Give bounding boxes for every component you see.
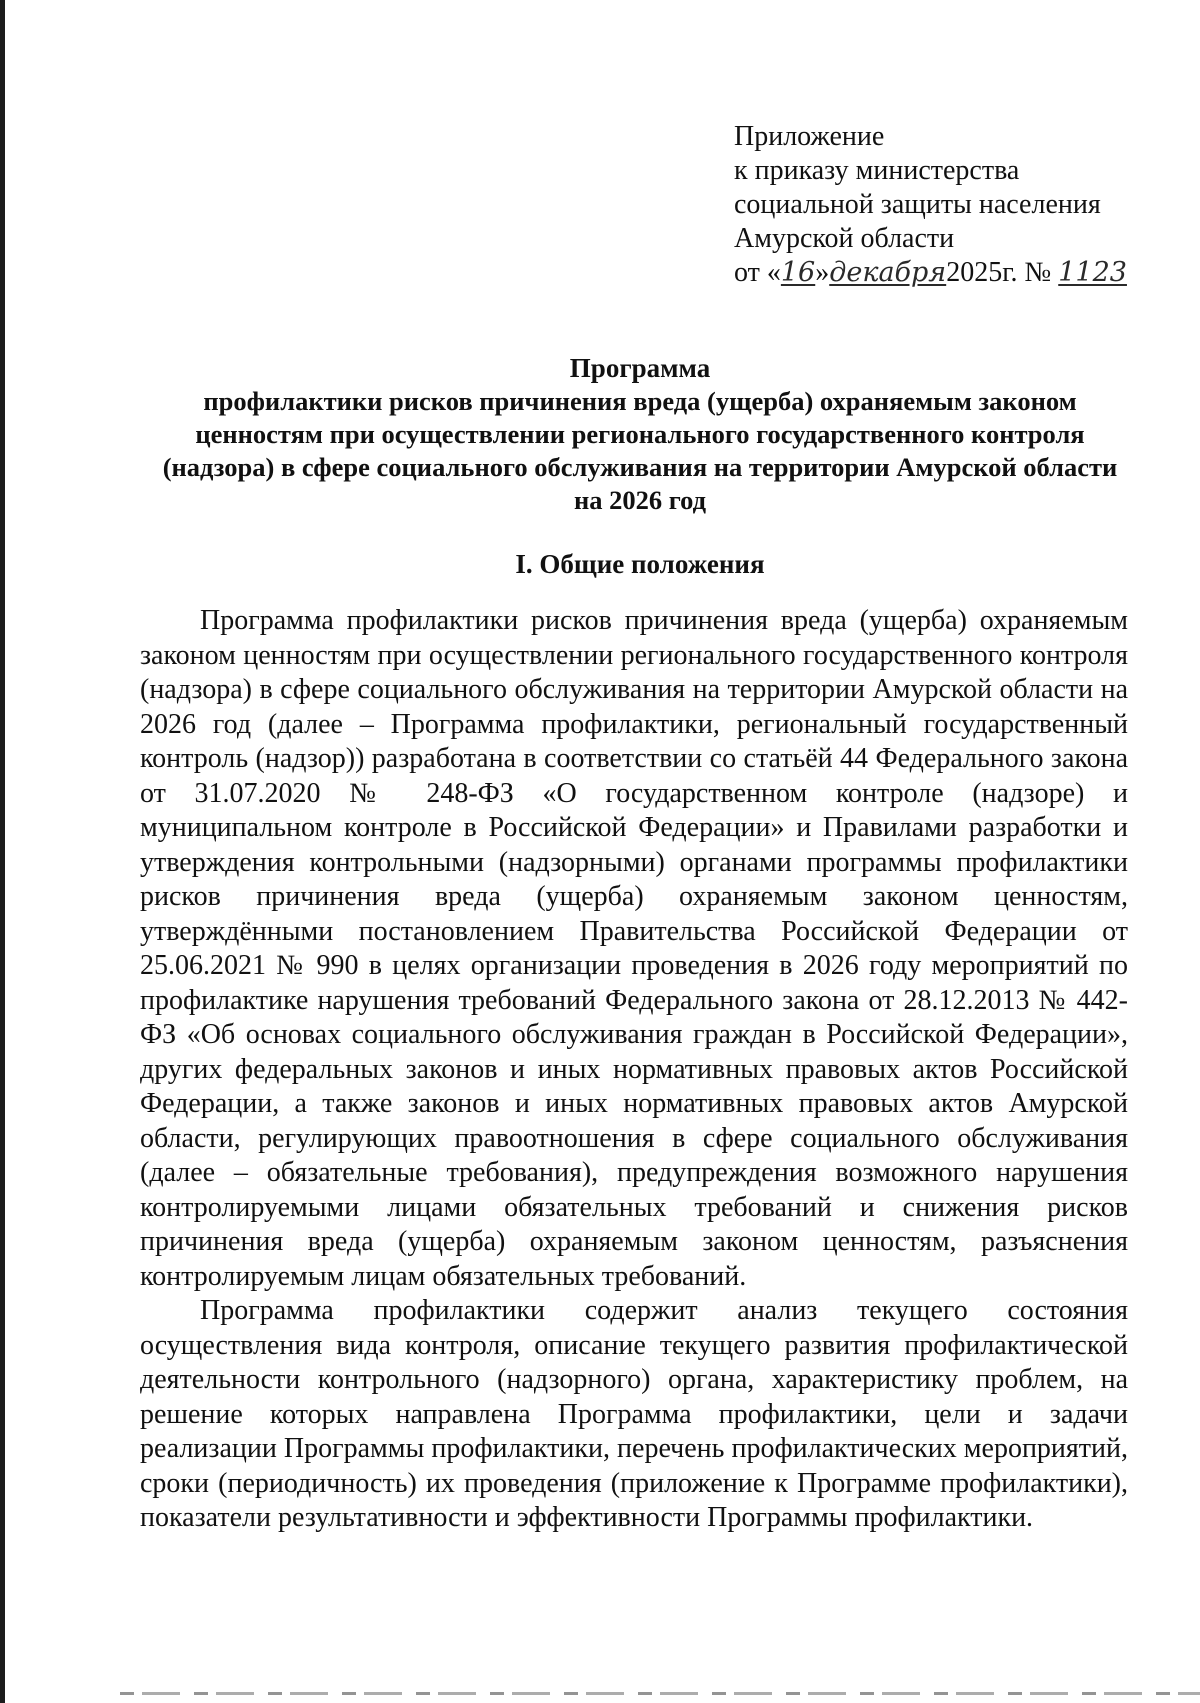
attachment-block <box>734 120 1174 290</box>
attachment-line: Приложение <box>734 121 885 152</box>
scan-left-edge <box>0 0 5 1703</box>
program-title-main: Программа <box>569 353 711 383</box>
handwritten-order-number: 1123 <box>1058 257 1127 288</box>
paragraph: Программа профилактики содержит анализ текущего состояния осуществления вида контроля, описание текущего развития профилактической деятельности контрольного (надзорного) органа, характеристику проблем, на решение которых направлена Программа профилактики, цели и задачи реализации Программы профилактики, перечень профилактических мероприятий, сроки (периодичность) их проведения (приложение к Программе профилактики), показатели результативности и эффективности Программы профилактики. <box>140 1295 1128 1533</box>
scan-bottom-edge <box>120 1692 1200 1695</box>
attachment-line: социальной защиты населения <box>734 189 1101 220</box>
body-text <box>140 604 1128 1536</box>
paragraph: Программа профилактики рисков причинения вреда (ущерба) охраняемым законом ценностям при осуществлении регионального государственного контроля (надзора) в сфере социального обслуживания на территории Амурской области на 2026 год (далее – Программа профилактики, региональный государственный контроль (надзор)) разработана в соответствии со статьёй 44 Федерального закона от 31.07.2020 № 248-ФЗ «О государственном контроле (надзоре) и муниципальном контроле в Российской Федерации» и Правилами разработки и утверждения контрольными (надзорными) органами программы профилактики рисков причинения вреда (ущерба) охраняемым законом ценностям, утверждёнными постановлением Правительства Российской Федерации от 25.06.2021 № 990 в целях организации проведения в 2026 году мероприятий по профилактике нарушения требований Федерального закона от 28.12.2013 № 442-ФЗ «Об основах социального обслуживания граждан в Российской Федерации», других федеральных законов и иных нормативных правовых актов Российской Федерации, а также законов и иных нормативных правовых актов Амурской области, регулирующих правоотношения в сфере социального обслуживания (далее – обязательные требования), предупреждения возможного нарушения контролируемыми лицами обязательных требований и снижения рисков причинения вреда (ущерба) охраняемым законом ценностям, разъяснения контролируемым лицам обязательных требований. <box>140 605 1128 1292</box>
year-and-number-label: 2025г. № <box>946 257 1052 288</box>
program-title-subtitle: профилактики рисков причинения вреда (ущерба) охраняемым законом ценностям при осуществлении регионального государственного контроля (надзора) в сфере социального обслуживания на территории Амурской области на 2026 год <box>162 386 1118 515</box>
handwritten-day: 16 <box>780 257 816 288</box>
date-quote-close: » <box>815 257 830 288</box>
date-prefix: от « <box>734 257 781 288</box>
section-heading: I. Общие положения <box>515 549 765 579</box>
program-title <box>150 352 1130 517</box>
order-date-line <box>734 256 1174 290</box>
attachment-line: к приказу министерства <box>734 155 1020 186</box>
attachment-line: Амурской области <box>734 223 955 254</box>
handwritten-month: декабря <box>829 257 947 288</box>
